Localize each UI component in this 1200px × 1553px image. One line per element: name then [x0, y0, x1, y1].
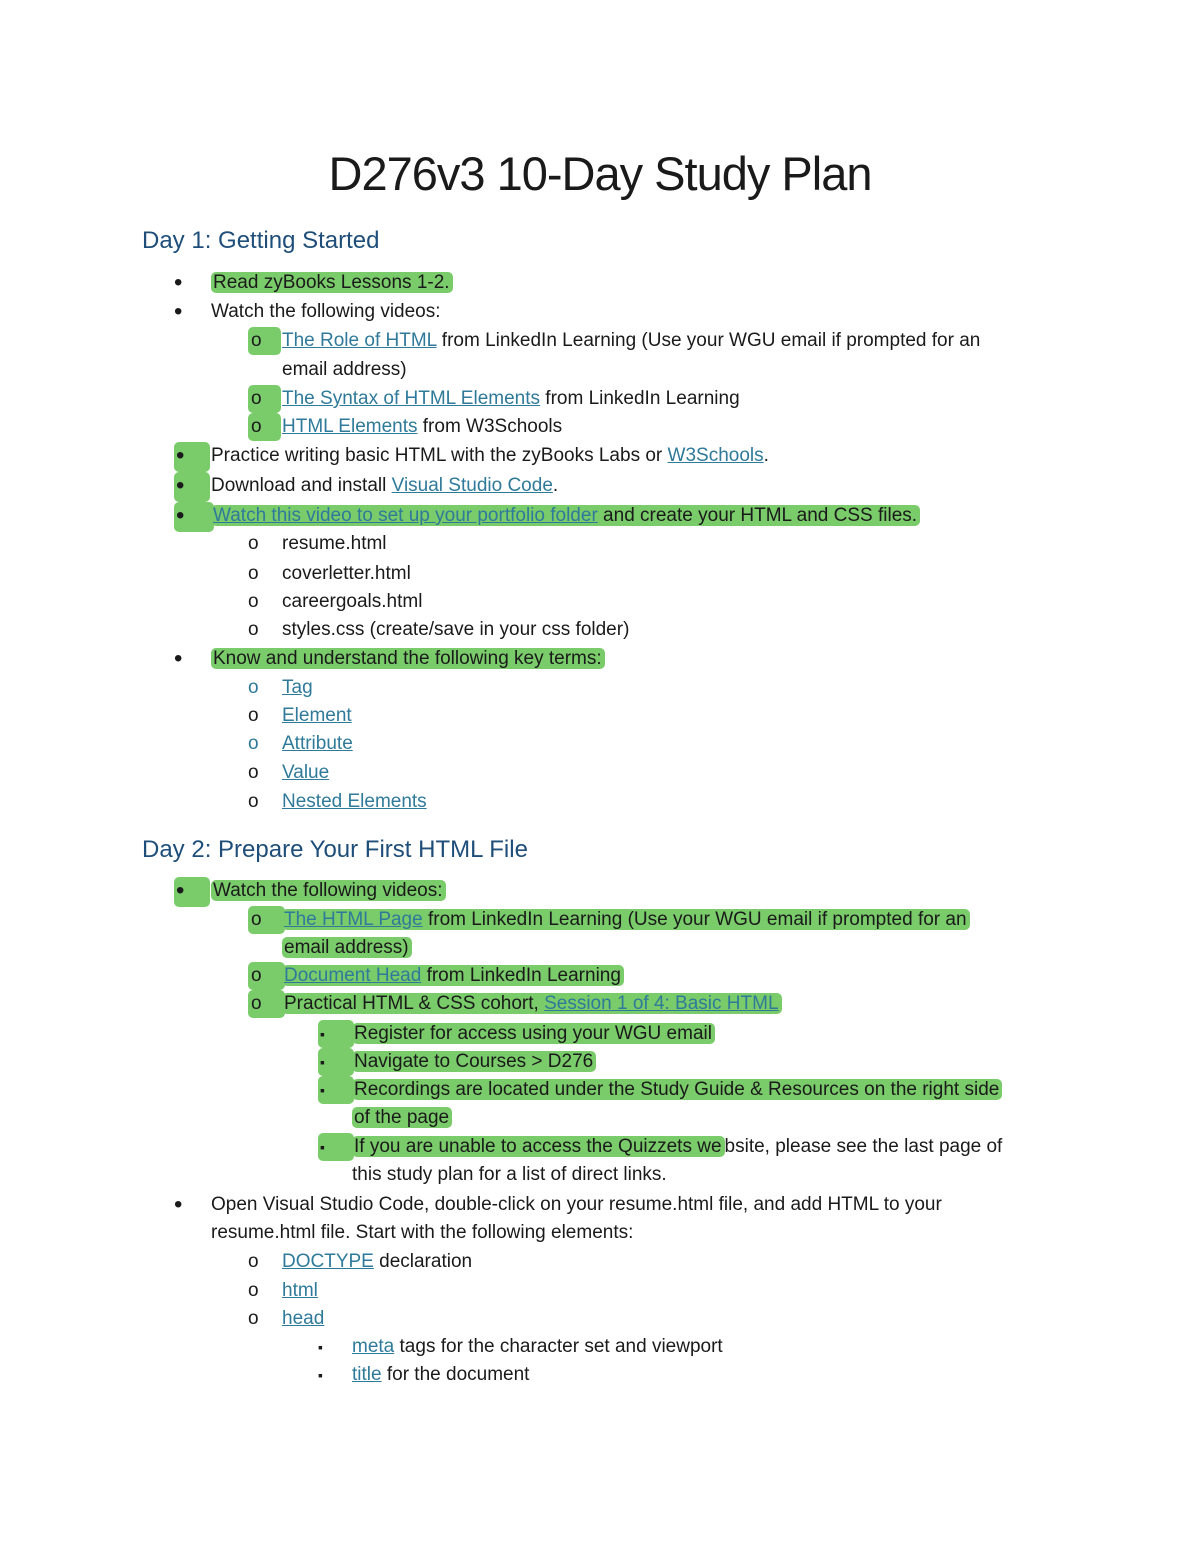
square-bullet-icon [318, 1048, 354, 1076]
square-bullet-icon [318, 1020, 354, 1048]
circle-bullet-icon [248, 616, 278, 644]
circle-bullet-icon [248, 1305, 278, 1333]
term-item [282, 759, 329, 787]
w3schools-link[interactable]: W3Schools [667, 445, 764, 466]
file-item: coverletter.html [282, 563, 411, 584]
file-item: resume.html [282, 533, 387, 554]
term-value-link[interactable]: Value [282, 762, 330, 783]
list-item: Document Head from LinkedIn Learning [282, 962, 624, 990]
term-tag-link[interactable]: Tag [282, 677, 313, 698]
circle-bullet-icon [248, 730, 278, 758]
term-item [282, 674, 313, 702]
list-item: Open Visual Studio Code, double-click on your resume.html file, and add HTML to your [211, 1194, 942, 1215]
list-item: The Syntax of HTML Elements from LinkedIn Learning [282, 388, 740, 409]
square-bullet-icon [318, 1333, 348, 1361]
list-item: The HTML Page from LinkedIn Learning (Use your WGU email if prompted for an [282, 906, 970, 934]
list-item: Watch this video to set up your portfolio folder and create your HTML and CSS files. [211, 502, 920, 530]
term-nested-elements-link[interactable]: Nested Elements [282, 791, 427, 812]
day2-heading: Day 2: Prepare Your First HTML File [142, 836, 528, 863]
bullet-icon [174, 472, 210, 502]
list-item: Recordings are located under the Study Guide & Resources on the right side [352, 1076, 1002, 1104]
circle-bullet-icon [248, 588, 278, 616]
square-bullet-icon [318, 1076, 354, 1104]
circle-bullet-icon [248, 702, 278, 730]
syntax-html-elements-link[interactable]: The Syntax of HTML Elements [282, 388, 541, 409]
term-element-link[interactable]: Element [282, 705, 352, 726]
list-item-continuation: of the page [352, 1104, 452, 1132]
list-item: If you are unable to access the Quizzets we bsite, please see the last page of [354, 1136, 1003, 1157]
circle-bullet-icon [248, 906, 285, 934]
circle-bullet-icon [248, 413, 281, 441]
term-item [282, 730, 353, 758]
bullet-icon [174, 1191, 204, 1221]
term-item [282, 702, 352, 730]
list-item: Practical HTML & CSS cohort, Session 1 of 4: Basic HTML [282, 990, 782, 1018]
circle-bullet-icon [248, 962, 285, 990]
list-item: HTML Elements from W3Schools [282, 416, 563, 437]
element-item [282, 1277, 318, 1305]
list-item: Download and install Visual Studio Code. [211, 475, 559, 496]
circle-bullet-icon [248, 788, 278, 816]
list-item: Know and understand the following key terms: [211, 645, 605, 673]
role-of-html-link[interactable]: The Role of HTML [282, 330, 437, 351]
bullet-icon [174, 298, 204, 328]
meta-tag-link[interactable]: meta [352, 1336, 395, 1357]
list-item-continuation: this study plan for a list of direct links. [352, 1164, 667, 1185]
circle-bullet-icon [248, 530, 278, 558]
list-item: Navigate to Courses > D276 [352, 1048, 596, 1076]
html-page-link[interactable]: The HTML Page [284, 909, 423, 930]
element-item: title for the document [352, 1364, 530, 1385]
visual-studio-code-link[interactable]: Visual Studio Code [391, 475, 553, 496]
circle-bullet-icon [248, 1248, 278, 1276]
list-item-continuation: email address) [282, 359, 407, 380]
session-1-basic-html-link[interactable]: Session 1 of 4: Basic HTML [544, 993, 779, 1014]
element-item [282, 1305, 324, 1333]
html-elements-link[interactable]: HTML Elements [282, 416, 418, 437]
bullet-icon [174, 877, 210, 907]
bullet-icon [174, 502, 214, 532]
term-attribute-link[interactable]: Attribute [282, 733, 353, 754]
list-item-continuation: email address) [282, 934, 412, 962]
day1-heading: Day 1: Getting Started [142, 227, 380, 254]
file-item: careergoals.html [282, 591, 423, 612]
circle-bullet-icon [248, 674, 278, 702]
bullet-icon [174, 442, 210, 472]
page-title: D276v3 10-Day Study Plan [328, 147, 872, 200]
list-item: Read zyBooks Lessons 1-2. [211, 269, 453, 297]
square-bullet-icon [318, 1361, 348, 1389]
element-item: meta tags for the character set and viewport [352, 1336, 723, 1357]
circle-bullet-icon [248, 1277, 278, 1305]
file-item: styles.css (create/save in your css folder) [282, 619, 630, 640]
term-item [282, 788, 427, 816]
list-item: Watch the following videos: [211, 301, 441, 322]
list-item-continuation: resume.html file. Start with the following elements: [211, 1222, 634, 1243]
circle-bullet-icon [248, 560, 278, 588]
circle-bullet-icon [248, 990, 285, 1018]
bullet-icon [174, 269, 204, 299]
circle-bullet-icon [248, 759, 278, 787]
portfolio-folder-video-link[interactable]: Watch this video to set up your portfolio folder [213, 505, 598, 526]
list-item: Register for access using your WGU email [352, 1020, 715, 1048]
list-item: Watch the following videos: [211, 877, 446, 905]
title-tag-link[interactable]: title [352, 1364, 382, 1385]
square-bullet-icon [318, 1133, 354, 1161]
document-head-link[interactable]: Document Head [284, 965, 422, 986]
element-item: DOCTYPE declaration [282, 1251, 473, 1272]
list-item: The Role of HTML from LinkedIn Learning (Use your WGU email if prompted for an [282, 330, 981, 351]
circle-bullet-icon [248, 385, 281, 413]
circle-bullet-icon [248, 327, 281, 355]
bullet-icon [174, 645, 204, 675]
head-tag-link[interactable]: head [282, 1308, 325, 1329]
doctype-link[interactable]: DOCTYPE [282, 1251, 374, 1272]
list-item: Practice writing basic HTML with the zyBooks Labs or W3Schools. [211, 445, 769, 466]
html-tag-link[interactable]: html [282, 1280, 318, 1301]
